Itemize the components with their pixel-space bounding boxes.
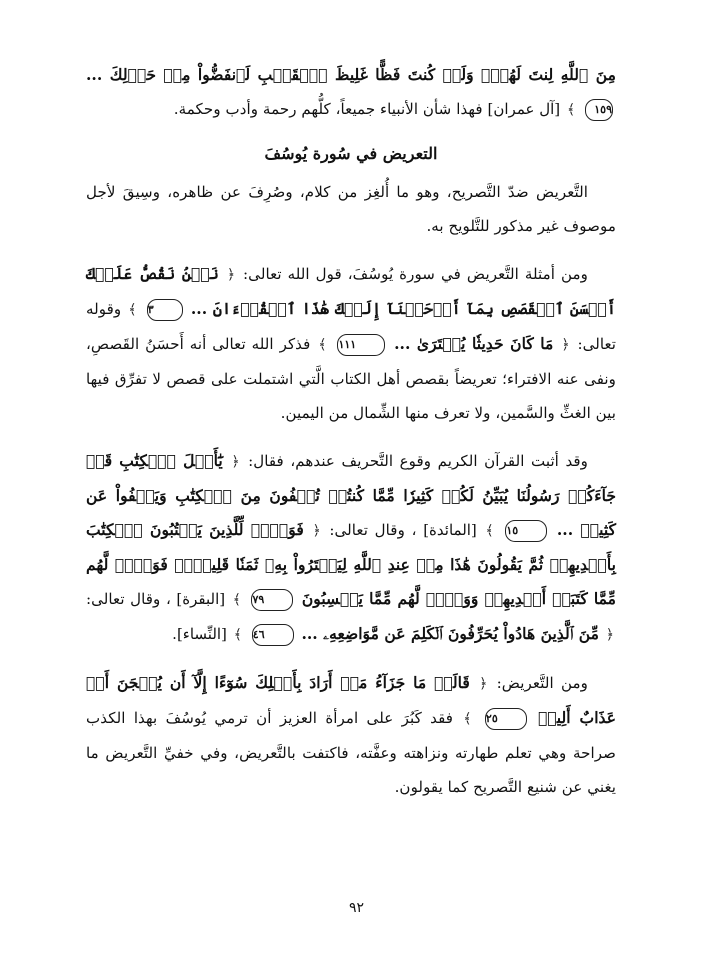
close-ornament: ﴾ [233, 627, 242, 643]
close-ornament: ﴾ [128, 302, 137, 318]
verse-number: ٢٥ [485, 708, 527, 730]
paragraph-text: ومن التَّعريض: [496, 674, 588, 692]
verse-number: ١٥٩ [585, 99, 613, 121]
paragraph-yusuf-example [86, 666, 616, 804]
close-ornament: ﴾ [485, 523, 494, 539]
paragraph-text: وقوله تعالى: [86, 300, 617, 353]
quran-verse: مِنَ ٱللَّهِ لِنتَ لَهُمۡۖ وَلَوۡ كُنتَ فَظًّا غَلِيظَ ٱلۡقَلۡبِ لَٱنفَضُّواْ مِنۡ حَوۡلِكَ ... [86, 65, 616, 84]
open-ornament: ﴿ [561, 337, 570, 353]
quran-verse: قَالَتۡ مَا جَزَآءُ مَنۡ أَرَادَ بِأَهۡلِكَ سُوٓءًا إِلَّآ أَن يُسۡجَنَ أَوۡ عَذَابٌ أَلِيمٞ [86, 673, 617, 727]
open-ornament: ﴿ [312, 523, 321, 539]
page-number: ٩٢ [348, 900, 365, 916]
open-ornament: ﴿ [605, 627, 614, 643]
quran-verse: مِّنَ ٱلَّذِينَ هَادُواْ يُحَرِّفُونَ ٱلۡكَلِمَ عَن مَّوَاضِعِهِۦ ... [301, 624, 599, 643]
surah-reference: [النِّساء]. [172, 625, 227, 643]
paragraph-text: فذكر الله تعالى أنه أَحسَنُ القَصصِ، ونفى عنه الافتراء؛ تعريضاً بقصص أهل الكتاب الَّتي اشتملت على قصص لا تفرِّق فيها بين الغثِّ والسَّمين، ولا تعرف منها الشِّمال من اليمين. [86, 335, 616, 422]
verse-number: ٧٩ [251, 589, 293, 611]
page-body [86, 58, 616, 804]
surah-reference: [البقرة] [176, 590, 226, 608]
quran-verse: فَوَيۡلٞ لِّلَّذِينَ يَكۡتُبُونَ ٱلۡكِتَٰبَ بِأَيۡدِيهِمۡ ثُمَّ يَقُولُونَ هَٰذَا مِنۡ عِندِ ٱللَّهِ لِيَشۡتَرُواْ بِهِۦ ثَمَنٗا قَلِيلٗاۖ فَوَيۡلٞ لَّهُم مِّمَّا كَتَبَتۡ أَيۡدِيهِمۡ وَوَيۡلٞ لَّهُم مِّمَّا يَكۡسِبُونَ [86, 520, 617, 608]
verse-number: ٤٦ [252, 624, 294, 646]
verse-number: ٣ [147, 299, 183, 321]
paragraph-al-imran [86, 58, 616, 127]
paragraph-definition: التَّعريض ضدّ التَّصريح، وهو ما أُلغِز من كلام، وصُرِفَ عن ظاهره، وسِيقَ لأجل موصوف غير مذكور للتَّلويح به. [86, 183, 616, 235]
paragraph-text: ، وقال تعالى: [329, 521, 417, 539]
close-ornament: ﴾ [232, 592, 241, 608]
close-ornament: ﴾ [463, 711, 472, 727]
paragraph-text: فهذا شأن الأنبياء جميعاً، كلُّهم رحمة وأدب وحكمة. [173, 100, 483, 118]
open-ornament: ﴿ [231, 454, 240, 470]
close-ornament: ﴾ [566, 102, 576, 118]
open-ornament: ﴿ [479, 676, 488, 692]
open-ornament: ﴿ [226, 267, 236, 283]
paragraph-text: فقد كَبُرَ على امرأة العزيز أن ترمي يُوسُفَ بهذا الكذب صراحة وهي تعلم طهارته ونزاهته وعفَّته، فاكتفت بالتَّعريض، وفي خفيِّ التَّعريض ما يغني عن شنيع التَّصريح كما يقولون. [86, 709, 616, 796]
paragraph-tahrif [86, 444, 616, 652]
paragraph-text: ومن أمثلة التَّعريض في سورة يُوسُفَ، قول الله تعالى: [243, 265, 589, 283]
paragraph-examples [86, 257, 616, 430]
section-heading: التعريض في سُورة يُوسُفَ [264, 144, 438, 163]
surah-reference: [آل عمران] [487, 100, 561, 118]
verse-number: ١١١ [337, 334, 385, 356]
quran-verse: يَٰٓأَهۡلَ ٱلۡكِتَٰبِ قَدۡ جَآءَكُمۡ رَسُولُنَا يُبَيِّنُ لَكُمۡ كَثِيرٗا مِّمَّا كُنتُمۡ تُخۡفُونَ مِنَ ٱلۡكِتَٰبِ وَيَعۡفُواْ عَن كَثِيرٖ ... [86, 451, 616, 539]
paragraph-text: وقد أثبت القرآن الكريم وقوع التَّحريف عندهم، فقال: [248, 452, 589, 470]
quran-verse: مَا كَانَ حَدِيثٗا يُفۡتَرَىٰ ... [394, 334, 554, 353]
close-ornament: ﴾ [318, 337, 327, 353]
quran-verse: نَحۡنُ نَقُصُّ عَلَيۡكَ أَحۡسَنَ ٱلۡقَصَصِ بِمَآ أَوۡحَيۡنَآ إِلَيۡكَ هَٰذَا ٱلۡقُرۡءَانَ ... [86, 264, 617, 318]
surah-reference: [المائدة] [423, 521, 477, 539]
verse-number: ١٥ [505, 520, 547, 542]
paragraph-text: ، وقال تعالى: [86, 590, 171, 608]
